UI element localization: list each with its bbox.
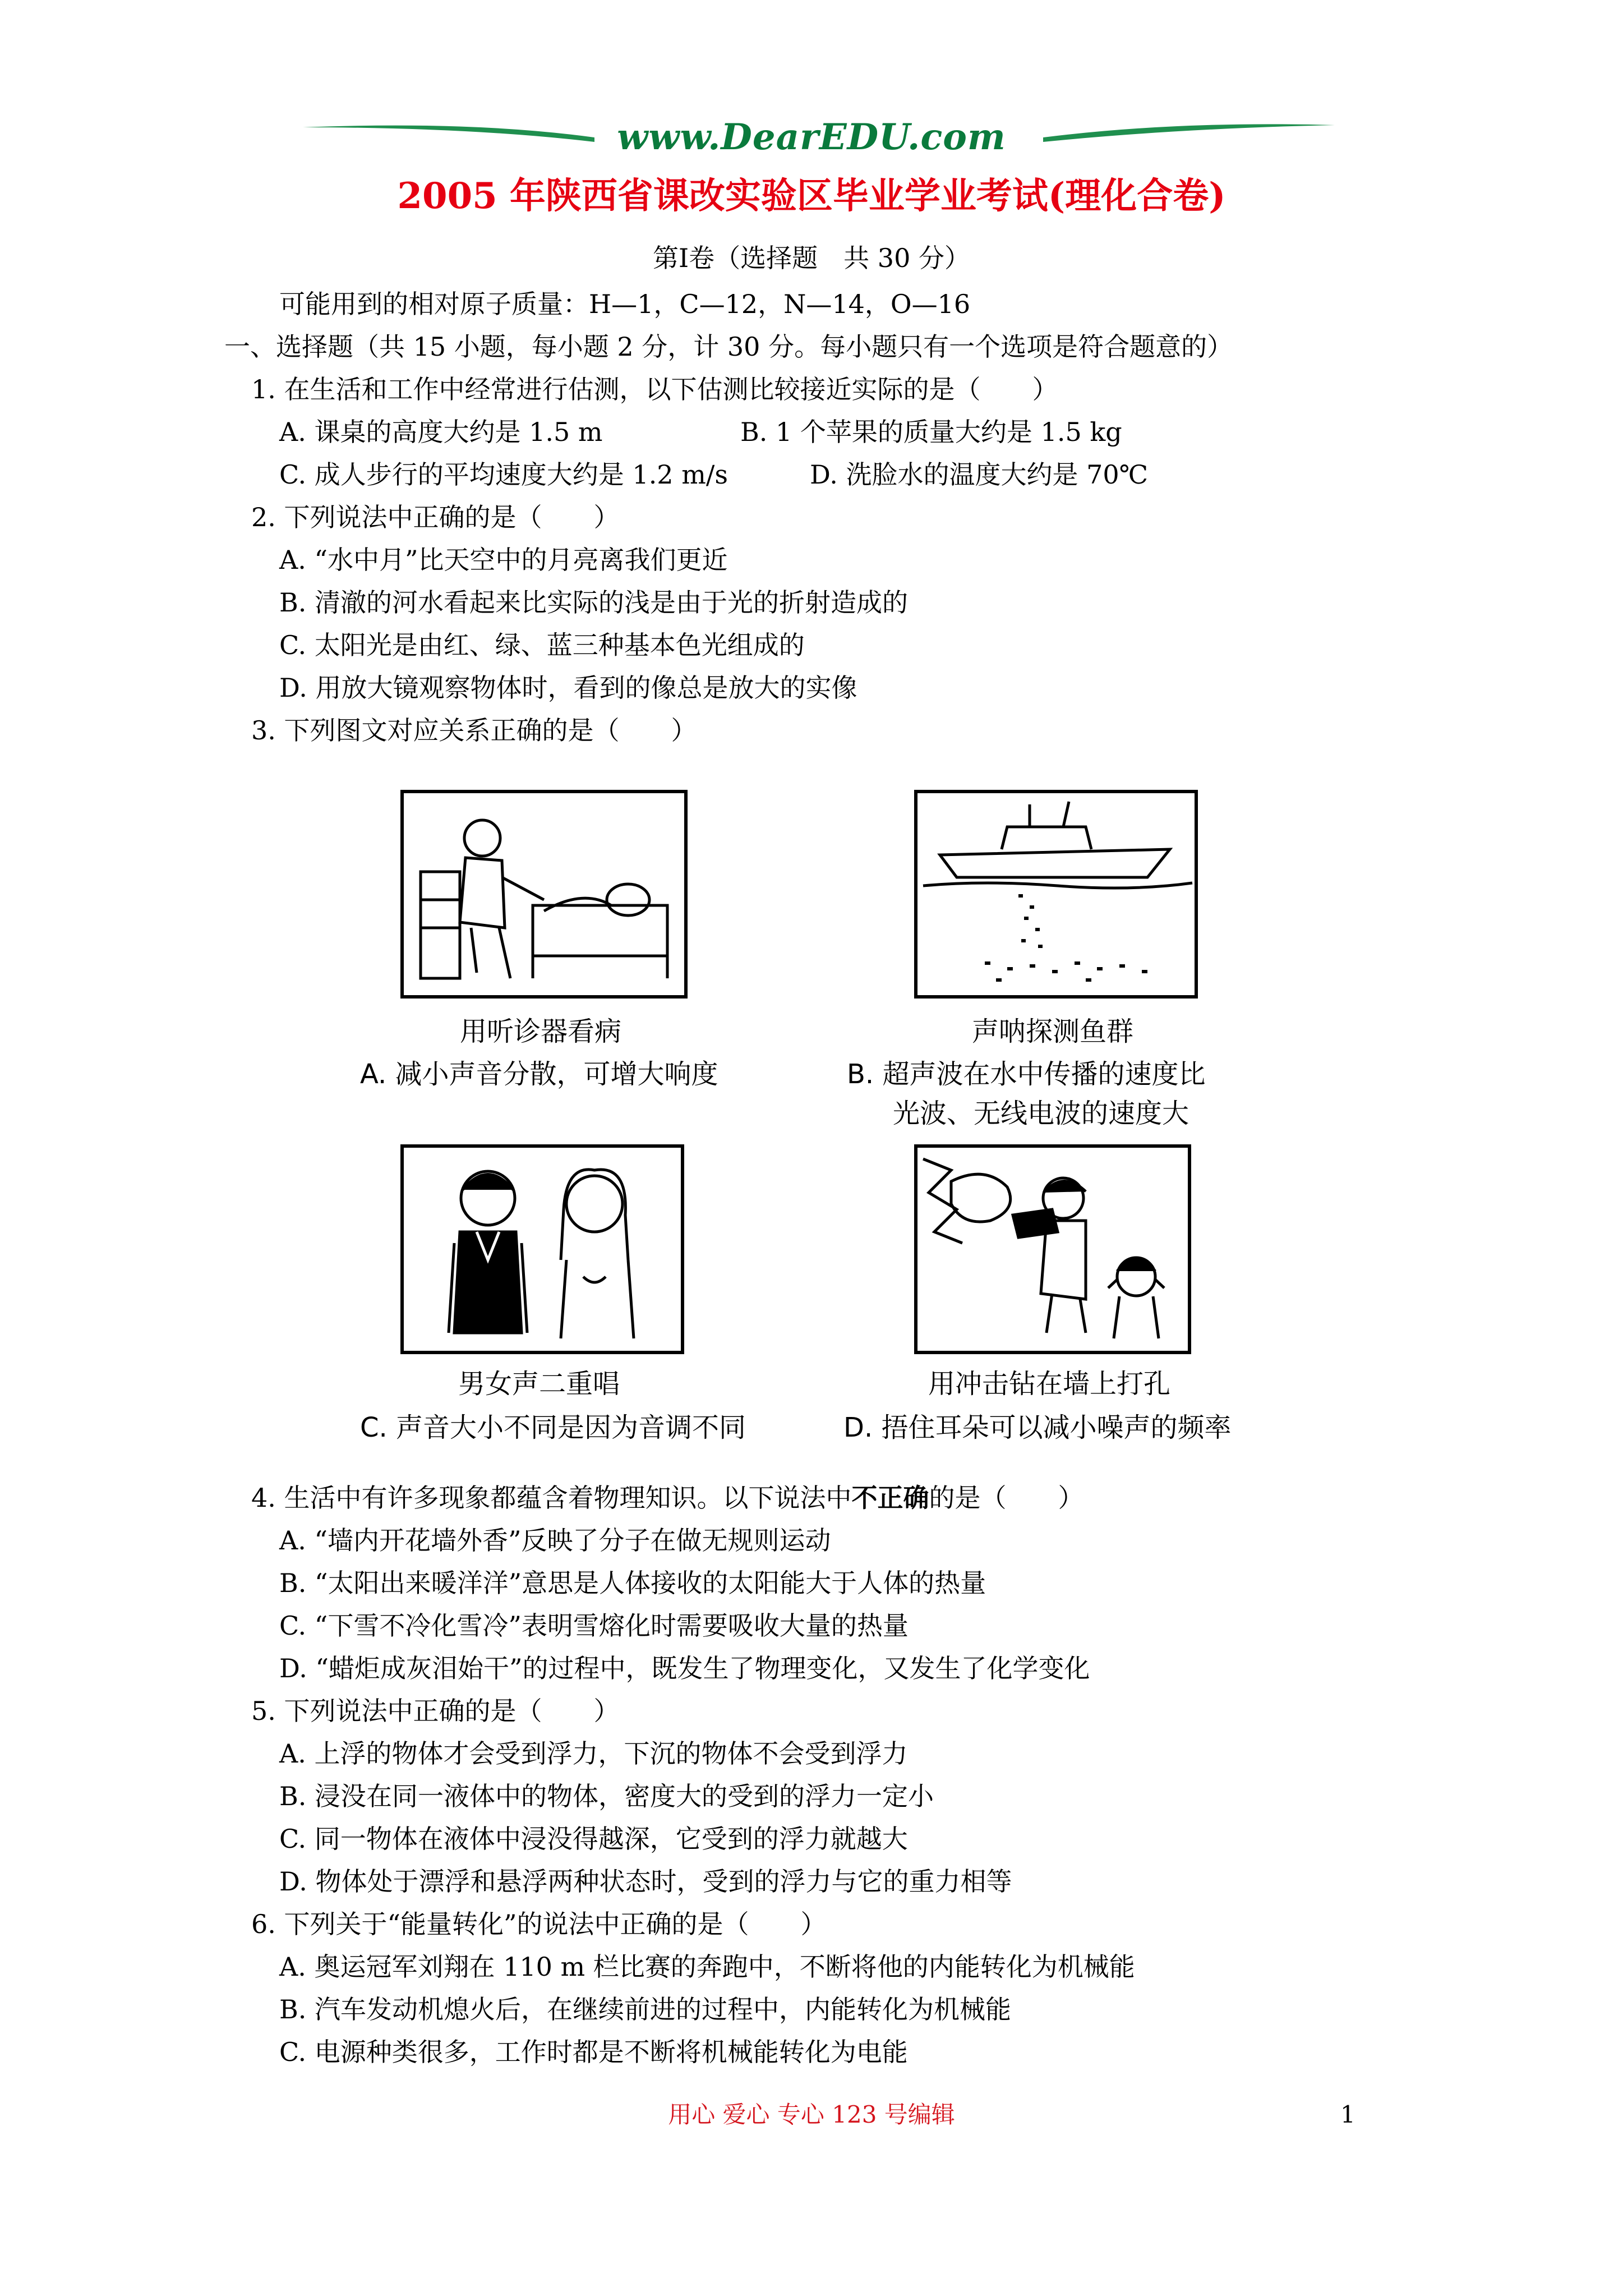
q4-stem-pre: 4. 生活中有许多现象都蕴含着物理知识。以下说法中 (251, 1483, 852, 1513)
q2-option-a: A. “水中月”比天空中的月亮离我们更近 (279, 545, 728, 575)
document-title: 2005 年陕西省课改实验区毕业学业考试(理化合卷) (397, 175, 1226, 217)
figure-b-caption-line1: B. 超声波在水中传播的速度比 (847, 1059, 1206, 1090)
doctor-stethoscope-drawing (404, 793, 684, 995)
q5-option-c: C. 同一物体在液体中浸没得越深，它受到的浮力就越大 (279, 1824, 908, 1854)
figure-b-caption-line2: 光波、无线电波的速度大 (893, 1098, 1189, 1129)
q3-stem: 3. 下列图文对应关系正确的是（ ） (251, 715, 697, 746)
q4-option-d: D. “蜡炬成灰泪始干”的过程中，既发生了物理变化，又发生了化学变化 (279, 1653, 1090, 1683)
duet-singers-drawing (404, 1148, 681, 1351)
figure-a-box (400, 790, 688, 999)
page-number: 1 (1340, 2101, 1355, 2128)
q6-option-c: C. 电源种类很多，工作时都是不断将机械能转化为电能 (279, 2037, 908, 2067)
q1-option-d: D. 洗脸水的温度大约是 70℃ (810, 459, 1149, 490)
q5-option-b: B. 浸没在同一液体中的物体，密度大的受到的浮力一定小 (279, 1781, 934, 1811)
q1-option-c: C. 成人步行的平均速度大约是 1.2 m/s (279, 459, 728, 490)
figure-d-title: 用冲击钻在墙上打孔 (928, 1368, 1170, 1400)
site-name: www.DearEDU.com (617, 116, 1006, 158)
q5-option-d: D. 物体处于漂浮和悬浮两种状态时，受到的浮力与它的重力相等 (279, 1866, 1012, 1897)
part-heading: 一、选择题（共 15 小题，每小题 2 分，计 30 分。每小题只有一个选项是符合题意的） (224, 332, 1233, 362)
q6-option-a: A. 奥运冠军刘翔在 110 m 栏比赛的奔跑中，不断将他的内能转化为机械能 (279, 1952, 1135, 1982)
q1-option-a: A. 课桌的高度大约是 1.5 m (279, 417, 603, 447)
footer-editor-note: 用心 爱心 专心 123 号编辑 (668, 2101, 955, 2128)
q6-stem: 6. 下列关于“能量转化”的说法中正确的是（ ） (251, 1909, 827, 1939)
figure-c-box (400, 1144, 684, 1354)
figure-d-caption: D. 捂住耳朵可以减小噪声的频率 (843, 1412, 1232, 1443)
figure-c-title: 男女声二重唱 (458, 1368, 620, 1400)
q1-option-b: B. 1 个苹果的质量大约是 1.5 kg (740, 417, 1122, 447)
figure-d-box (914, 1144, 1191, 1354)
q6-option-b: B. 汽车发动机熄火后，在继续前进的过程中，内能转化为机械能 (279, 1994, 1012, 2024)
figure-b-title: 声呐探测鱼群 (971, 1016, 1133, 1047)
figure-a-caption: A. 减小声音分散，可增大响度 (360, 1059, 718, 1090)
atomic-mass-line: 可能用到的相对原子质量：H—1，C—12，N—14，O—16 (279, 289, 971, 319)
q2-option-b: B. 清澈的河水看起来比实际的浅是由于光的折射造成的 (279, 587, 909, 618)
figure-a-title: 用听诊器看病 (459, 1016, 621, 1047)
q5-option-a: A. 上浮的物体才会受到浮力，下沉的物体不会受到浮力 (279, 1738, 908, 1769)
q2-option-d: D. 用放大镜观察物体时，看到的像总是放大的实像 (279, 673, 857, 703)
section-title: 第Ⅰ卷（选择题 共 30 分） (653, 243, 970, 273)
q2-stem: 2. 下列说法中正确的是（ ） (251, 502, 620, 532)
ship-sonar-drawing (917, 793, 1195, 995)
q4-stem (251, 1481, 1084, 1515)
q4-option-c: C. “下雪不冷化雪冷”表明雪熔化时需要吸收大量的热量 (279, 1611, 909, 1641)
impact-drill-drawing (917, 1148, 1188, 1351)
q4-stem-post: 的是（ ） (929, 1483, 1084, 1513)
q4-option-a: A. “墙内开花墙外香”反映了分子在做无规则运动 (279, 1525, 831, 1556)
q2-option-c: C. 太阳光是由红、绿、蓝三种基本色光组成的 (279, 630, 805, 660)
q4-option-b: B. “太阳出来暖洋洋”意思是人体接收的太阳能大于人体的热量 (279, 1568, 986, 1598)
q1-stem: 1. 在生活和工作中经常进行估测，以下估测比较接近实际的是（ ） (251, 374, 1058, 404)
q5-stem: 5. 下列说法中正确的是（ ） (251, 1696, 620, 1726)
q4-stem-emphasis: 不正确 (851, 1483, 929, 1513)
figure-b-box (914, 790, 1198, 999)
figure-c-caption: C. 声音大小不同是因为音调不同 (360, 1412, 746, 1443)
